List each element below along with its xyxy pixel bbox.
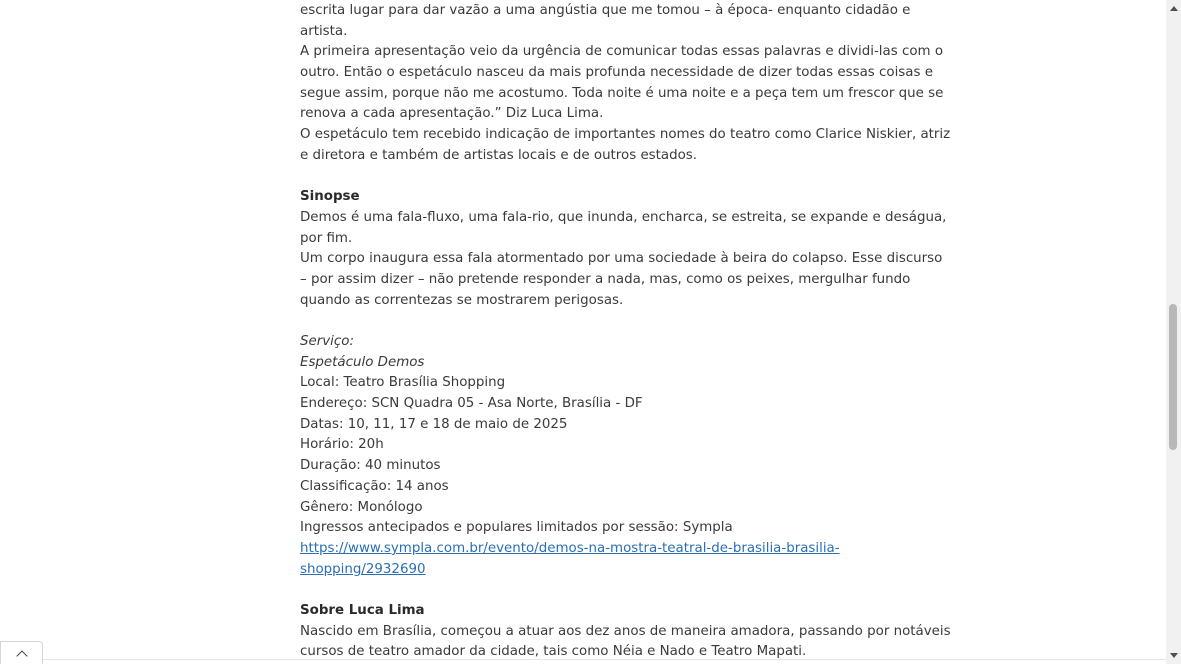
sinopse-line: quando as correntezas se mostrarem perigosas.	[300, 292, 624, 308]
scroll-up-button[interactable]	[1166, 0, 1181, 17]
servico-local: Local: Teatro Brasília Shopping	[300, 375, 506, 391]
paragraph-line: outro. Então o espetáculo nasceu da mais profunda necessidade de dizer todas essas coisas e	[300, 65, 933, 81]
sympla-link-continued[interactable]: shopping/2932690	[300, 561, 426, 577]
spacer	[300, 311, 872, 332]
paragraph-line: renova a cada apresentação.” Diz Luca Lima.	[300, 106, 604, 122]
paragraph-line: e diretora e também de artistas locais e de outros estados.	[300, 147, 698, 163]
paragraph-line: A primeira apresentação veio da urgência de comunicar todas essas palavras e dividi-las com o	[300, 44, 944, 60]
servico-duracao: Duração: 40 minutos	[300, 458, 441, 474]
sobre-heading: Sobre Luca Lima	[300, 602, 425, 618]
servico-classificacao: Classificação: 14 anos	[300, 478, 449, 494]
servico-heading: Serviço:	[300, 334, 354, 349]
scroll-thumb[interactable]	[1169, 304, 1177, 450]
chevron-up-icon	[16, 650, 27, 661]
servico-datas: Datas: 10, 11, 17 e 18 de maio de 2025	[300, 416, 568, 432]
servico-genero: Gênero: Monólogo	[300, 499, 423, 515]
servico-title: Espetáculo Demos	[300, 354, 425, 370]
sinopse-line: por fim.	[300, 230, 353, 246]
sinopse-line: Demos é uma fala-fluxo, uma fala-rio, que inunda, encharca, se estreita, se expande e deságua,	[300, 209, 947, 225]
sinopse-line: – por assim dizer – não pretende responder a nada, mas, como os peixes, mergulhar fundo	[300, 271, 911, 287]
back-to-top-button[interactable]	[0, 641, 43, 664]
servico-horario: Horário: 20h	[300, 437, 384, 453]
article-body	[300, 1, 951, 663]
paragraph-line: artista.	[300, 23, 348, 39]
scroll-down-button[interactable]	[1166, 647, 1181, 664]
sobre-line: Nascido em Brasília, começou a atuar aos dez anos de maneira amadora, passando por notáveis	[300, 623, 951, 639]
vertical-scrollbar[interactable]	[1166, 0, 1181, 664]
divider	[43, 659, 1166, 660]
sobre-line: cursos de teatro amador da cidade, tais como Néia e Nado e Teatro Mapati.	[300, 644, 807, 660]
paragraph-line: escrita lugar para dar vazão a uma angústia que me tomou – à época- enquanto cidadão e	[300, 3, 911, 18]
spacer	[300, 580, 872, 601]
triangle-down-icon	[1170, 653, 1178, 658]
sympla-link[interactable]: https://www.sympla.com.br/evento/demos-na-mostra-teatral-de-brasilia-brasilia-	[300, 540, 840, 556]
triangle-up-icon	[1170, 6, 1178, 11]
servico-endereco: Endereço: SCN Quadra 05 - Asa Norte, Brasília - DF	[300, 396, 643, 412]
sinopse-line: Um corpo inaugura essa fala atormentado por uma sociedade à beira do colapso. Esse discurso	[300, 251, 943, 267]
servico-ingressos: Ingressos antecipados e populares limitados por sessão: Sympla	[300, 520, 733, 536]
spacer	[300, 167, 872, 188]
sinopse-heading: Sinopse	[300, 189, 360, 205]
paragraph-line: O espetáculo tem recebido indicação de importantes nomes do teatro como Clarice Niskier, atriz	[300, 127, 951, 143]
paragraph-line: segue assim, porque não me acostumo. Toda noite é uma noite e a peça tem um frescor que se	[300, 85, 944, 101]
